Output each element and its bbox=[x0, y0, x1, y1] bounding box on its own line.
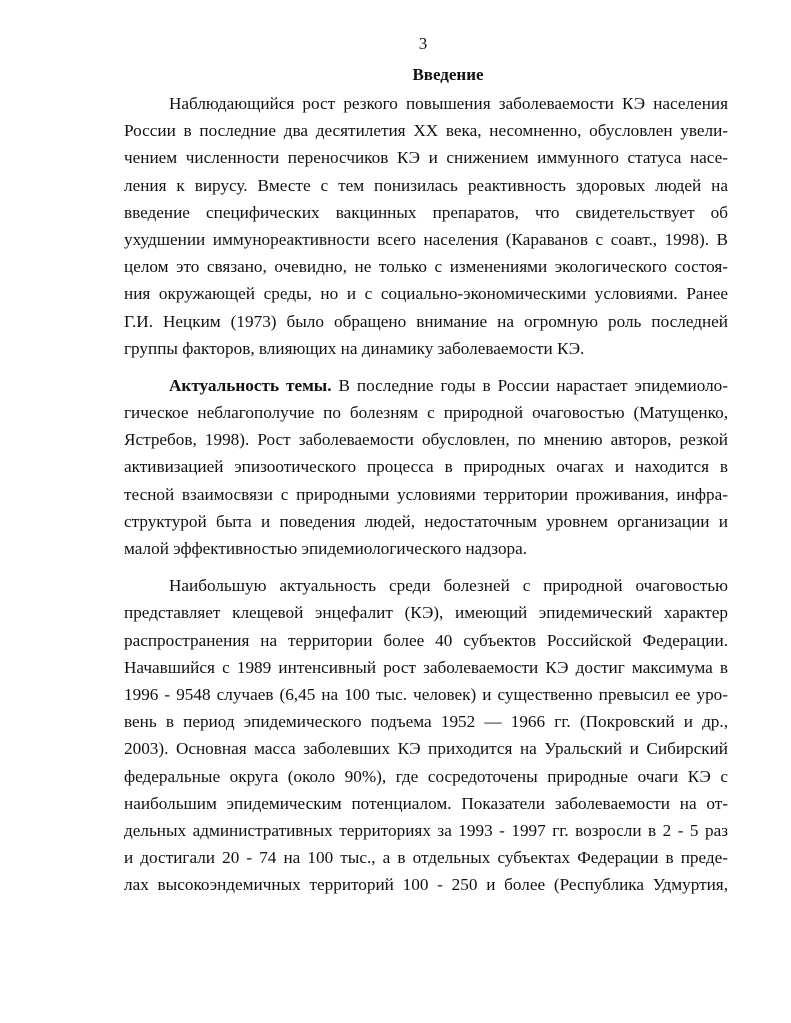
text-line: представляет клещевой энцефалит (КЭ), имеющий эпидемический характер bbox=[124, 603, 728, 623]
section-heading: Введение bbox=[412, 65, 484, 84]
paragraph-topicality bbox=[124, 572, 728, 898]
text-line: дельных административных территориях за 1993 - 1997 гг. возросли в 2 - 5 раз bbox=[124, 820, 728, 840]
text-line: 2003). Основная масса заболевших КЭ приходится на Уральский и Сибирский bbox=[124, 739, 728, 759]
text-line: России в последние два десятилетия XX века, несомненно, обусловлен увели- bbox=[124, 121, 728, 141]
paragraph-intro bbox=[124, 90, 728, 362]
text-line: Ястребов, 1998). Рост заболеваемости обусловлен, по мнению авторов, резкой bbox=[124, 430, 728, 450]
text-line: группы факторов, влияющих на динамику заболеваемости КЭ. bbox=[124, 338, 585, 358]
text-line: наибольшим эпидемическим потенциалом. Показатели заболеваемости на от- bbox=[124, 793, 728, 813]
relevance-lead: Актуальность темы. bbox=[169, 375, 332, 395]
text-line: Наблюдающийся рост резкого повышения заболеваемости КЭ населения bbox=[169, 94, 728, 113]
text-line: Наибольшую актуальность среди болезней с природной очаговостью bbox=[169, 576, 728, 596]
text-line: введение специфических вакцинных препаратов, что свидетельствует об bbox=[124, 202, 728, 222]
page-number: 3 bbox=[418, 34, 428, 53]
text-line: ления к вирусу. Вместе с тем понизилась реактивность здоровых людей на bbox=[124, 175, 728, 195]
paragraph-gap bbox=[124, 562, 728, 572]
text-line-rest: В последние годы в России нарастает эпидемиоло- bbox=[331, 375, 728, 395]
text-line: чением численности переносчиков КЭ и снижением иммунного статуса насе- bbox=[124, 148, 728, 168]
text-line: Начавшийся с 1989 интенсивный рост заболеваемости КЭ достиг максимума в bbox=[124, 657, 728, 677]
text-line: вень в период эпидемического подъема 1952 — 1966 гг. (Покровский и др., bbox=[124, 712, 728, 732]
body-text bbox=[124, 90, 728, 898]
text-line: распространения на территории более 40 субъектов Российской Федерации. bbox=[124, 630, 728, 650]
paragraph-relevance bbox=[124, 372, 728, 562]
text-line: лах высокоэндемичных территорий 100 - 250 и более (Республика Удмуртия, bbox=[124, 875, 728, 895]
text-line: федеральные округа (около 90%), где сосредоточены природные очаги КЭ с bbox=[124, 766, 728, 786]
text-line: гическое неблагополучие по болезням с природной очаговостью (Матущенко, bbox=[124, 403, 728, 423]
text-line bbox=[124, 372, 728, 399]
text-line: и достигали 20 - 74 на 100 тыс., а в отдельных субъектах Федерации в преде- bbox=[124, 848, 728, 868]
text-line: Г.И. Нецким (1973) было обращено внимание на огромную роль последней bbox=[124, 311, 728, 331]
text-line: тесной взаимосвязи с природными условиями территории проживания, инфра- bbox=[124, 484, 728, 504]
text-line: активизацией эпизоотического процесса в природных очагах и находится в bbox=[124, 457, 728, 477]
text-line: 1996 - 9548 случаев (6,45 на 100 тыс. человек) и существенно превысил ее уро- bbox=[124, 684, 728, 704]
text-line: ния окружающей среды, но и с социально-экономическими условиями. Ранее bbox=[124, 284, 728, 304]
text-line: ухудшении иммунореактивности всего населения (Караванов с соавт., 1998). В bbox=[124, 229, 728, 249]
text-line: структурой быта и поведения людей, недостаточным уровнем организации и bbox=[124, 511, 728, 531]
text-line: малой эффективностью эпидемиологического надзора. bbox=[124, 539, 528, 558]
text-line: целом это связано, очевидно, не только с изменениями экологического состоя- bbox=[124, 257, 728, 277]
paragraph-gap bbox=[124, 362, 728, 372]
